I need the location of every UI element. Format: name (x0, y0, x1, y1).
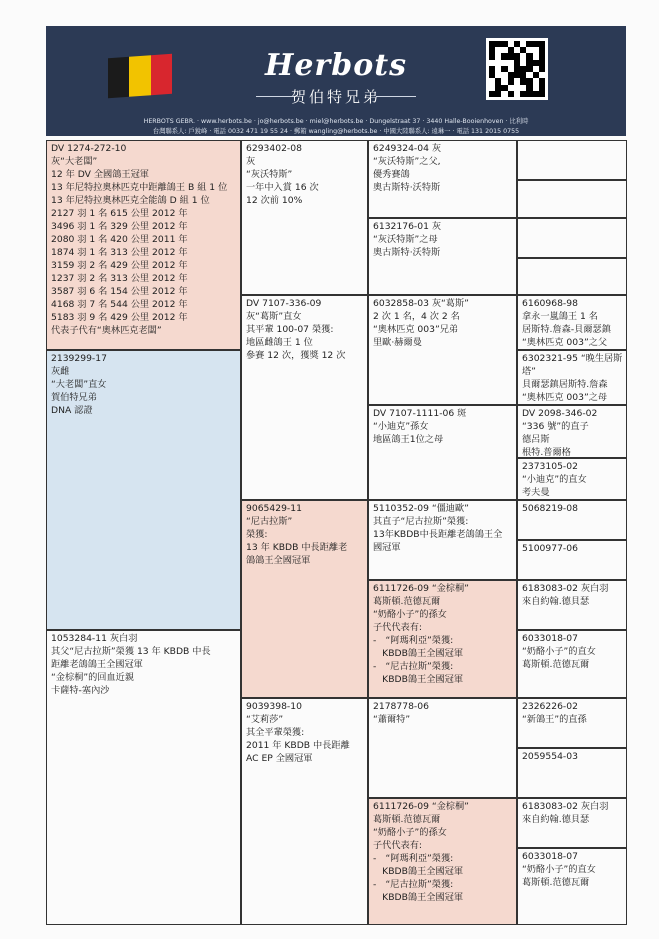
cell-line: 13年KBDB中長距離老鴿鴿王全 (373, 529, 503, 540)
cell-line: 6132176-01 灰 (373, 221, 442, 232)
cell-line: 2080 羽 1 名 420 公里 2011 年 (51, 234, 188, 245)
cell-line: 2326226-02 (522, 701, 578, 712)
cell-line: 6032858-03 灰“葛斯” (373, 298, 469, 309)
ancestor-gen4 (517, 540, 627, 580)
cell-line: 6293402-08 (246, 143, 302, 154)
ancestor-gen4 (517, 258, 627, 295)
qr-code-icon[interactable] (486, 38, 548, 100)
cell-line: 5183 羽 9 名 429 公里 2012 年 (51, 312, 188, 323)
cell-line: DV 2098-346-02 (522, 408, 598, 419)
cell-line: 2373105-02 (522, 461, 578, 472)
cell-line: - “尼古拉斯”榮獲: (373, 661, 454, 672)
cell-line: 12 年 DV 全國鴿王冠軍 (51, 169, 149, 180)
cell-line: “奶酪小子”的直女 (522, 646, 596, 657)
cell-line: - “阿瑪利亞”榮獲: (373, 635, 454, 646)
cell-line: - “阿瑪利亞”榮獲: (373, 853, 454, 864)
cell-line: 2139299-17 (51, 353, 107, 364)
cell-line: DV 1274-272-10 (51, 143, 127, 154)
cell-line: 5100977-06 (522, 543, 578, 554)
cell-line: KBDB鴿王全國冠軍 (373, 674, 464, 685)
cell-line: 葛斯頓.范德瓦爾 (373, 814, 441, 825)
cell-line: 4168 羽 7 名 544 公里 2012 年 (51, 299, 188, 310)
ancestor-gen4 (517, 500, 627, 540)
ancestor-gen4 (517, 458, 627, 500)
cell-line: 考夫曼 (522, 487, 550, 498)
cell-line: 奧古斯特·沃特斯 (373, 247, 441, 258)
cell-line: 子代代表有: (373, 840, 423, 851)
cell-line: 9039398-10 (246, 701, 302, 712)
cell-line: AC EP 全國冠軍 (246, 753, 313, 764)
dam (46, 630, 241, 925)
cell-line: 6183083-02 灰白羽 (522, 583, 609, 594)
cell-line: KBDB鴿王全國冠軍 (373, 866, 464, 877)
cell-line: 3587 羽 6 名 154 公里 2012 年 (51, 286, 188, 297)
cell-line: 子代代表有: (373, 622, 423, 633)
great-grandparent (368, 798, 517, 925)
cell-line: 6183083-02 灰白羽 (522, 801, 609, 812)
cell-line: 1053284-11 灰白羽 (51, 633, 138, 644)
great-grandparent (368, 140, 517, 218)
contact-line-2: 台灣聯系人: 戶銳峰 · 電話 0032 471 19 55 24 · 郵箱 wangling@herbots.be · 中國大陸聯系人: 遠琳一 · 電話 131 2015 0755 (152, 128, 520, 135)
cell-line: 地區鴿王1位之母 (373, 434, 444, 445)
ancestor-gen4 (517, 580, 627, 630)
cell-line: 賀伯特兄弟 (51, 392, 97, 403)
cell-line: “新鴿王”的直孫 (522, 714, 587, 725)
cell-line: 6111726-09 “金棕桐” (373, 801, 469, 812)
cell-line: “奧林匹克 003”兄弟 (373, 324, 459, 335)
cell-line: 鴿鴿王全國冠軍 (246, 555, 311, 566)
cell-line: 葛斯頓.范德瓦爾 (522, 659, 590, 670)
cell-line: 里歐·赫爾曼 (373, 337, 422, 348)
cell-line: “奧林匹克 003”之母 (522, 392, 608, 403)
cell-line: 其全平輩榮獲: (246, 727, 305, 738)
cell-line: 距離老鴿鴿王全國冠軍 (51, 659, 143, 670)
cell-line: “灰沃特斯”之母 (373, 234, 438, 245)
cell-line: DV 7107-1111-06 斑 (373, 408, 467, 419)
cell-line: “奶酪小子”的直女 (522, 864, 596, 875)
cell-line: DNA 認證 (51, 405, 93, 416)
cell-line: 參賽 12 次，獲獎 12 次 (246, 350, 346, 361)
cell-line: 居斯特.詹森-貝爾瑟鎮 (522, 324, 611, 335)
cell-line: 德呂斯 (522, 434, 550, 445)
cell-line: 6033018-07 (522, 851, 578, 862)
cell-line: “灰沃特斯”之父, (373, 156, 441, 167)
contact-line-1: HERBOTS GEBR. · www.herbots.be · jo@herbots.be · miel@herbots.be · Dungelstraat 37 · 3440 Halle-Booienhoven · 比利時 (143, 118, 529, 125)
ancestor-gen4 (517, 140, 627, 180)
cell-line: 拿永一嵐鴿王 1 名 (522, 311, 598, 322)
dam-sire (241, 500, 368, 698)
cell-line: 2 次 1 名，4 次 2 名 (373, 311, 460, 322)
ancestor-gen4 (517, 218, 627, 258)
cell-line: 3159 羽 2 名 429 公里 2012 年 (51, 260, 188, 271)
cell-line: 其平輩 100-07 榮獲: (246, 324, 334, 335)
cell-line: “艾莉莎” (246, 714, 284, 725)
cell-line: 6033018-07 (522, 633, 578, 644)
ancestor-gen4 (517, 350, 627, 405)
cell-line: 1874 羽 1 名 313 公里 2012 年 (51, 247, 188, 258)
great-grandparent (368, 405, 517, 500)
cell-line: 6160968-98 (522, 298, 578, 309)
great-grandparent (368, 698, 517, 798)
cell-line: 葛斯頓.范德瓦爾 (522, 877, 590, 888)
cell-line: 其直子“尼古拉斯”榮獲: (373, 516, 469, 527)
cell-line: 2059554-03 (522, 751, 578, 762)
sire-sire (241, 140, 368, 295)
cell-line: “奶酪小子”的孫女 (373, 609, 447, 620)
ancestor-gen4 (517, 848, 627, 925)
cell-line: 2127 羽 1 名 615 公里 2012 年 (51, 208, 188, 219)
ancestor-gen4 (517, 698, 627, 748)
cell-line: 6249324-04 灰 (373, 143, 442, 154)
cell-line: “大老闆”直女 (51, 379, 107, 390)
cell-line: 2178778-06 (373, 701, 429, 712)
cell-line: 灰“大老闆” (51, 156, 98, 167)
cell-line: “奶酪小子”的孫女 (373, 827, 447, 838)
cell-line: 塔” (522, 366, 536, 377)
cell-line: 葛斯頓.范德瓦爾 (373, 596, 441, 607)
header-banner (46, 26, 626, 136)
ancestor-gen4 (517, 630, 627, 698)
cell-line: 來自約翰.德貝瑟 (522, 814, 590, 825)
cell-line: 貝爾瑟鎮居斯特.詹森 (522, 379, 608, 390)
cell-line: 優秀賽鴿 (373, 169, 410, 180)
cell-line: 3496 羽 1 名 329 公里 2012 年 (51, 221, 188, 232)
cell-line: 6302321-95 “晚生居斯 (522, 353, 623, 364)
cell-line: DV 7107-336-09 (246, 298, 322, 309)
great-grandparent (368, 295, 517, 405)
cell-line: 6111726-09 “金棕桐” (373, 583, 469, 594)
cell-line: 灰 (246, 156, 256, 167)
cell-line: 灰“葛斯”直女 (246, 311, 302, 322)
cell-line: 榮獲: (246, 529, 268, 540)
cell-line: “奧林匹克 003”之父 (522, 337, 608, 348)
cell-line: 卡薩特-塞內沙 (51, 685, 110, 696)
cell-line: “小迪克”孫女 (373, 421, 429, 432)
cell-line: “金棕桐”的回血近親 (51, 672, 135, 683)
cell-line: 13 年尼特拉奧林匹克中距離鴿王 B 組 1 位 (51, 182, 228, 193)
cell-line: 13 年尼特拉奧林匹克全能鴿 D 組 1 位 (51, 195, 210, 206)
cell-line: “小迪克”的直女 (522, 474, 587, 485)
dam-dam (241, 698, 368, 925)
cell-line: 國冠軍 (373, 542, 401, 553)
sire-dam (241, 295, 368, 500)
sire (46, 140, 241, 350)
cell-line: 12 次前 10% (246, 195, 303, 206)
cell-line: 一年中入賞 16 次 (246, 182, 319, 193)
brand-logo: Herbots (265, 48, 407, 83)
great-grandparent (368, 218, 517, 295)
cell-line: 2011 年 KBDB 中長距離 (246, 740, 350, 751)
cell-line: 來自約翰.德貝瑟 (522, 596, 590, 607)
cell-line: KBDB鴿王全國冠軍 (373, 892, 464, 903)
cell-line: 地區雌鴿王 1 位 (246, 337, 313, 348)
cell-line: - “尼古拉斯”榮獲: (373, 879, 454, 890)
ancestor-gen4 (517, 295, 627, 350)
cell-line: “336 號”的直子 (522, 421, 589, 432)
cell-line: 13 年 KBDB 中長距離老 (246, 542, 348, 553)
cell-line: “蕭爾特” (373, 714, 411, 725)
cell-line: “尼古拉斯” (246, 516, 293, 527)
ancestor-gen4 (517, 798, 627, 848)
ancestor-gen4 (517, 748, 627, 798)
cell-line: 奧古斯特·沃特斯 (373, 182, 441, 193)
cell-line: 根特.普爾格 (522, 447, 571, 458)
great-grandparent (368, 580, 517, 698)
cell-line: 5110352-09 “僵迪歐” (373, 503, 469, 514)
great-grandparent (368, 500, 517, 580)
subject-bird (46, 350, 241, 630)
cell-line: 1237 羽 2 名 313 公里 2012 年 (51, 273, 188, 284)
cell-line: 灰雌 (51, 366, 70, 377)
cell-line: “灰沃特斯” (246, 169, 293, 180)
ancestor-gen4 (517, 405, 627, 458)
cell-line: KBDB鴿王全國冠軍 (373, 648, 464, 659)
brand-chinese-name: 贺伯特兄弟 (290, 88, 381, 106)
cell-line: 9065429-11 (246, 503, 302, 514)
cell-line: 5068219-08 (522, 503, 578, 514)
cell-line: 代表子代有“奧林匹克老闆” (51, 325, 162, 336)
cell-line: 其父“尼古拉斯”榮獲 13 年 KBDB 中長 (51, 646, 211, 657)
ancestor-gen4 (517, 180, 627, 218)
